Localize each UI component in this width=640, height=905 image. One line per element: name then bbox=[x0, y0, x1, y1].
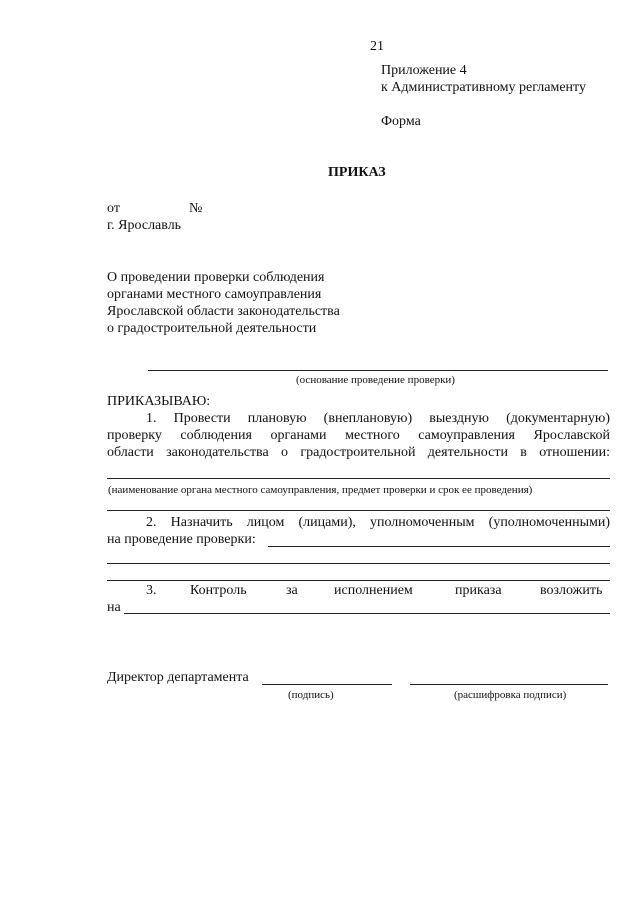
city-label: г. Ярославль bbox=[107, 218, 182, 233]
item1-caption: (наименование органа местного самоуправления, предмет проверки и срок ее проведения) bbox=[108, 484, 533, 496]
date-from-label: от bbox=[107, 201, 120, 216]
item3-word: Контроль bbox=[190, 583, 247, 598]
item2-blank-line bbox=[107, 563, 610, 564]
item3-line: на bbox=[107, 600, 121, 615]
form-label: Форма bbox=[381, 114, 421, 129]
decryption-caption: (расшифровка подписи) bbox=[454, 689, 567, 701]
subject-line: органами местного самоуправления bbox=[107, 287, 322, 302]
item3-word: за bbox=[286, 583, 298, 598]
item1-line: области законодательства о градостроительной деятельности в отношении: bbox=[107, 445, 610, 460]
item1-blank-line bbox=[107, 510, 610, 511]
item2-line: на проведение проверки: bbox=[107, 532, 256, 547]
item2-blank-line bbox=[268, 546, 610, 547]
item3-blank-line bbox=[124, 613, 610, 614]
item2-blank-line bbox=[107, 580, 610, 581]
page-number: 21 bbox=[370, 39, 384, 54]
item3-word: исполнением bbox=[334, 583, 413, 598]
item3-word: приказа bbox=[455, 583, 502, 598]
item2-line: 2. Назначить лицом (лицами), уполномоченным (уполномоченными) bbox=[146, 515, 610, 530]
regulation-reference: к Административному регламенту bbox=[381, 80, 586, 95]
decryption-line bbox=[410, 684, 608, 685]
item1-line: проверку соблюдения органами местного самоуправления Ярославской bbox=[107, 428, 610, 443]
order-word: ПРИКАЗЫВАЮ: bbox=[107, 394, 211, 409]
signature-line bbox=[262, 684, 392, 685]
item1-line: 1. Провести плановую (внеплановую) выездную (документарную) bbox=[146, 411, 610, 426]
item3-word: 3. bbox=[146, 583, 157, 598]
item1-blank-line bbox=[107, 478, 610, 479]
basis-blank-line bbox=[148, 370, 608, 371]
director-label: Директор департамента bbox=[107, 670, 249, 685]
subject-line: О проведении проверки соблюдения bbox=[107, 270, 325, 285]
subject-line: о градостроительной деятельности bbox=[107, 321, 317, 336]
subject-line: Ярославской области законодательства bbox=[107, 304, 340, 319]
document-title: ПРИКАЗ bbox=[328, 165, 386, 180]
basis-caption: (основание проведение проверки) bbox=[296, 374, 455, 386]
item3-word: возложить bbox=[540, 583, 603, 598]
number-label: № bbox=[189, 201, 203, 216]
appendix-label: Приложение 4 bbox=[381, 63, 467, 78]
signature-caption: (подпись) bbox=[288, 689, 334, 701]
